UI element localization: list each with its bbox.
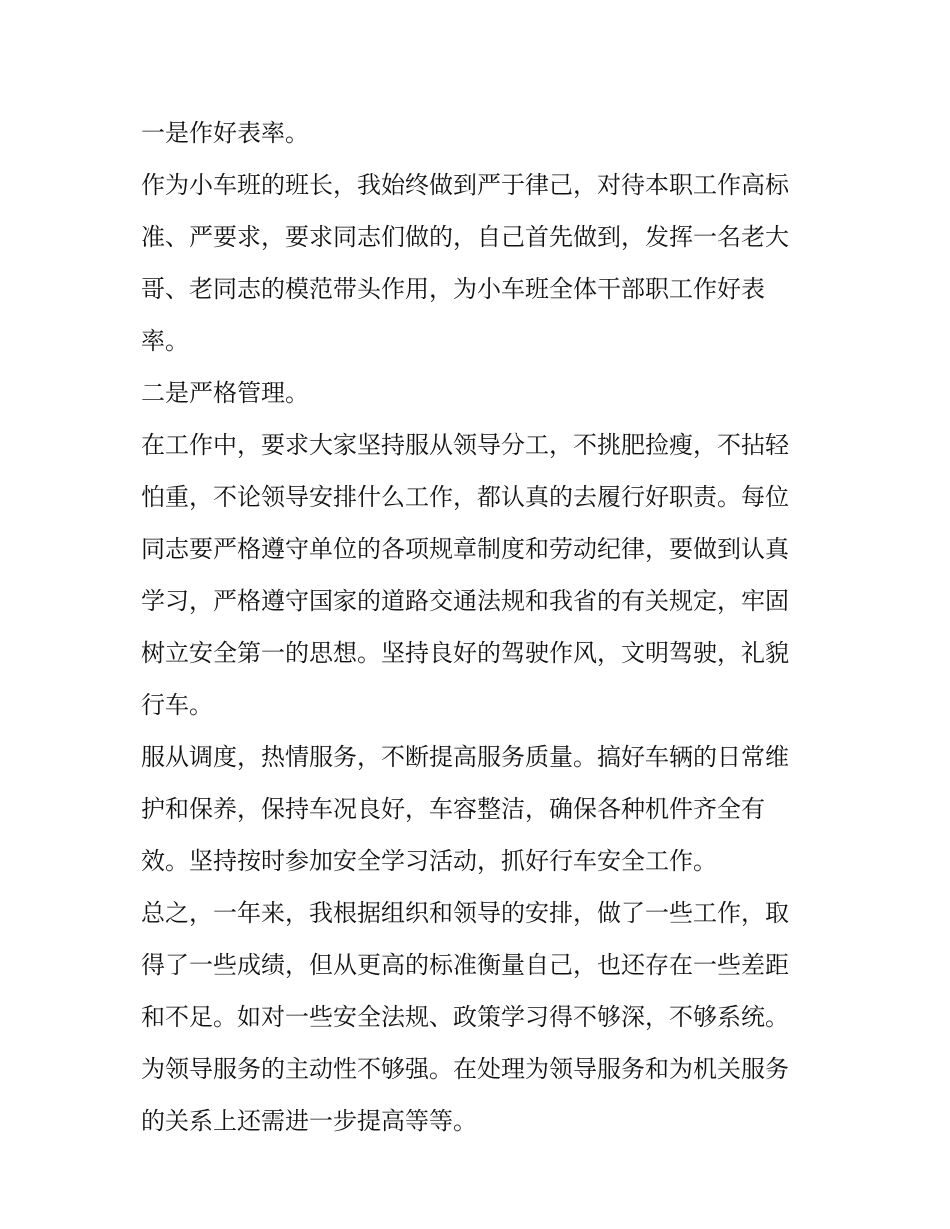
text-line: 二是严格管理。	[141, 379, 309, 407]
text-line: 为领导服务的主动性不够强。在处理为领导服务和为机关服务	[141, 1055, 789, 1083]
text-line: 的关系上还需进一步提高等等。	[141, 1107, 477, 1135]
text-line: 作为小车班的班长，我始终做到严于律己，对待本职工作高标	[141, 171, 789, 199]
text-line: 在工作中，要求大家坚持服从领导分工，不挑肥捡瘦，不拈轻	[141, 431, 789, 459]
text-line: 学习，严格遵守国家的道路交通法规和我省的有关规定，牢固	[141, 587, 789, 615]
text-line: 服从调度，热情服务，不断提高服务质量。搞好车辆的日常维	[141, 743, 789, 771]
text-line: 准、严要求，要求同志们做的，自己首先做到，发挥一名老大	[141, 223, 789, 251]
text-line: 哥、老同志的模范带头作用，为小车班全体干部职工作好表	[141, 275, 765, 303]
text-line: 和不足。如对一些安全法规、政策学习得不够深，不够系统。	[141, 1003, 789, 1031]
text-line: 行车。	[141, 691, 213, 719]
text-line: 怕重，不论领导安排什么工作，都认真的去履行好职责。每位	[141, 483, 789, 511]
text-line: 树立安全第一的思想。坚持良好的驾驶作风，文明驾驶，礼貌	[141, 639, 789, 667]
text-line: 总之，一年来，我根据组织和领导的安排，做了一些工作，取	[141, 899, 789, 927]
text-line: 得了一些成绩，但从更高的标准衡量自己，也还存在一些差距	[141, 951, 789, 979]
text-line: 护和保养，保持车况良好，车容整洁，确保各种机件齐全有	[141, 795, 765, 823]
text-line: 同志要严格遵守单位的各项规章制度和劳动纪律，要做到认真	[141, 535, 789, 563]
text-line: 效。坚持按时参加安全学习活动，抓好行车安全工作。	[141, 847, 717, 875]
document-body	[141, 107, 821, 1147]
text-line: 率。	[141, 327, 189, 355]
text-line: 一是作好表率。	[141, 119, 309, 147]
